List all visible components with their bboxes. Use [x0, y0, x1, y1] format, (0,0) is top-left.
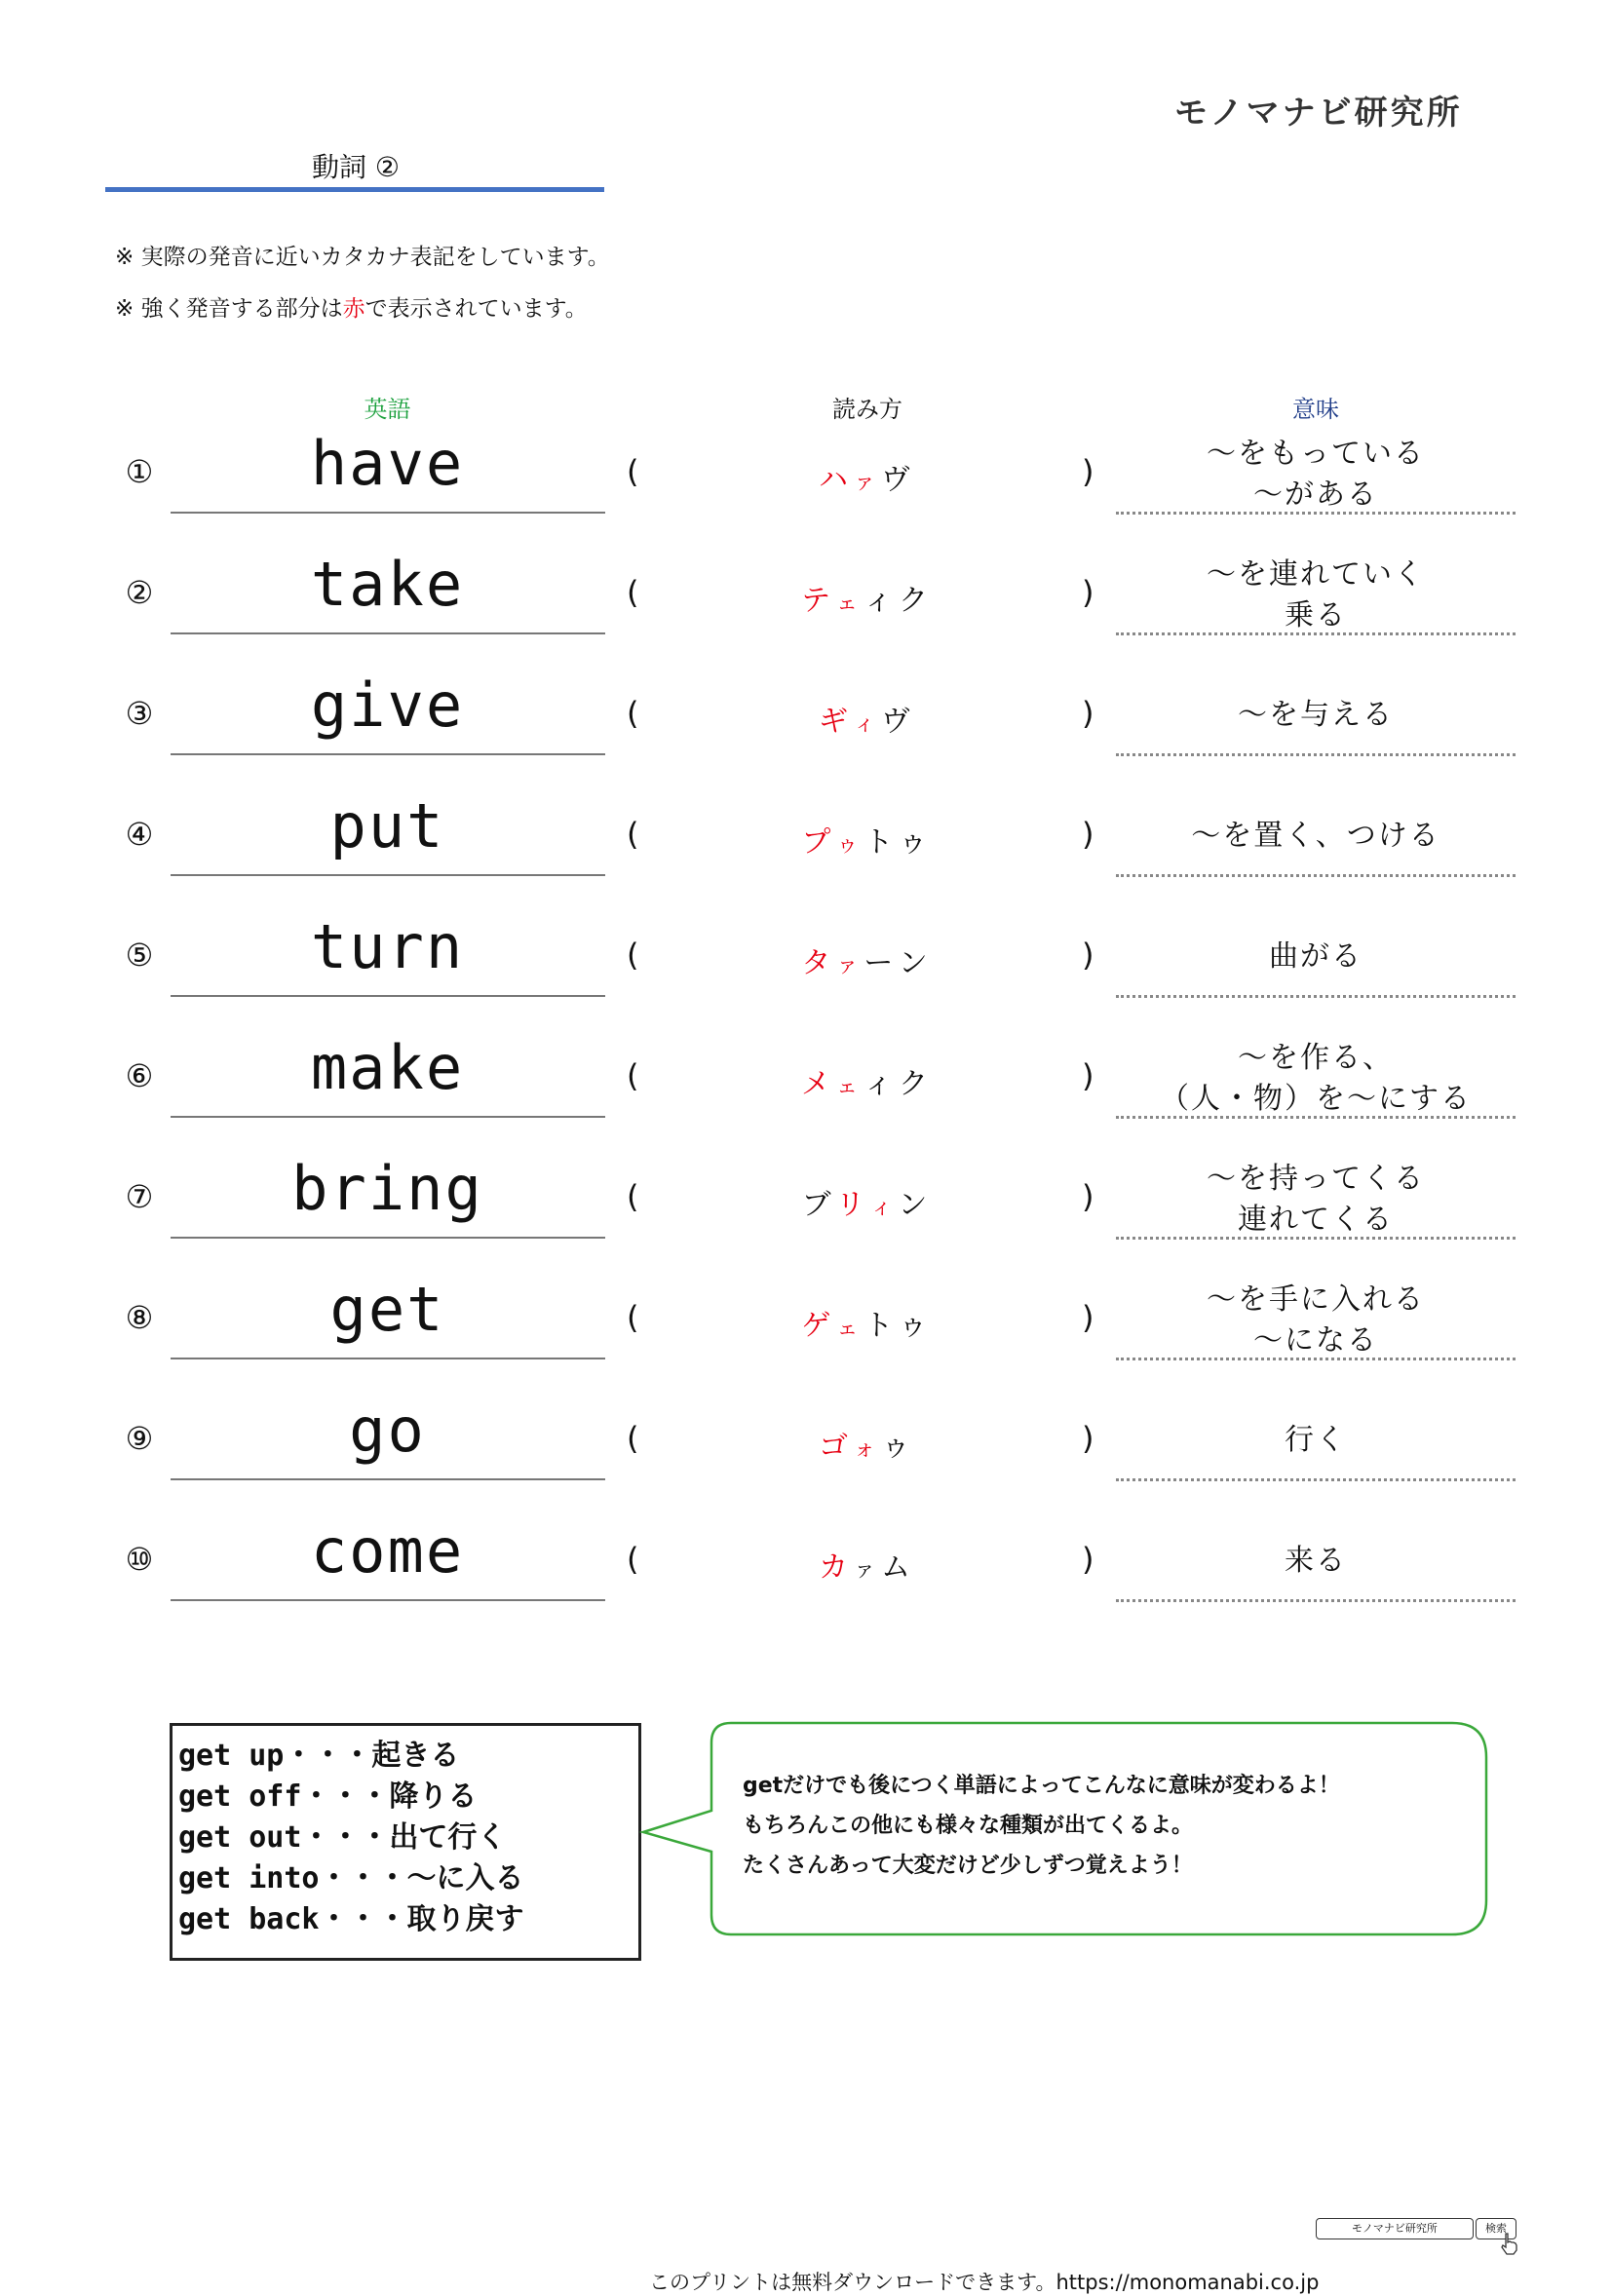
row-number: ⑥: [125, 1057, 154, 1094]
reading-small: ァ: [853, 1558, 881, 1583]
reading-stressed: タ: [801, 946, 837, 980]
reading-rest: ヴ: [881, 463, 916, 497]
katakana-reading: [672, 818, 1062, 861]
paren-close: ): [1082, 1178, 1094, 1215]
vocab-row: [0, 911, 1612, 1038]
footer-text: このプリントは無料ダウンロードできます。https://monomanabi.co.jp: [649, 2271, 1320, 2294]
katakana-reading: [672, 1059, 1062, 1102]
note-stress-pre: ※ 強く発音する部分は: [115, 296, 343, 322]
meaning: [1116, 937, 1516, 977]
phrase-item: get back・・・取り戻す: [178, 1902, 524, 1936]
paren-open: (: [627, 453, 639, 490]
meaning-dotted-line: [1116, 995, 1516, 998]
word-underline: [171, 874, 605, 876]
row-number: ①: [125, 453, 154, 490]
vocab-row: [0, 1032, 1612, 1159]
meaning-line-2: 乗る: [1285, 598, 1347, 632]
paren-close: ): [1082, 1541, 1094, 1578]
reading-stressed-small: ァ: [853, 471, 881, 495]
english-word: get: [329, 1274, 445, 1345]
row-number: ⑧: [125, 1299, 154, 1336]
paren-open: (: [627, 937, 639, 974]
meaning-line-1: ～を手に入れる: [1207, 1282, 1425, 1317]
meaning-dotted-line: [1116, 1358, 1516, 1360]
katakana-reading: [672, 1301, 1062, 1344]
english-word: have: [310, 428, 465, 499]
paren-open: (: [627, 1541, 639, 1578]
reading-stressed: ハ: [818, 463, 854, 497]
reading-stressed: プ: [801, 825, 837, 860]
katakana-reading: [672, 1422, 1062, 1465]
reading-rest: ム: [881, 1550, 916, 1585]
header-meaning: 意味: [1292, 396, 1339, 423]
note-stress-red: 赤: [342, 296, 365, 322]
english-word: come: [310, 1515, 465, 1587]
meaning: [1116, 434, 1516, 516]
katakana-reading: [672, 455, 1062, 498]
word-underline: [171, 1599, 605, 1601]
katakana-reading: [672, 1543, 1062, 1586]
meaning-line-1: 来る: [1285, 1544, 1347, 1578]
reading-rest: ヴ: [881, 705, 916, 739]
row-number: ⑤: [125, 937, 154, 974]
row-number: ⑦: [125, 1178, 154, 1215]
header-reading: 読み方: [832, 396, 902, 423]
meaning-line-1: 曲がる: [1269, 939, 1363, 974]
reading-stressed-small: ェ: [835, 592, 864, 616]
phrase-item: get off・・・降りる: [178, 1779, 478, 1814]
paren-open: (: [627, 816, 639, 853]
paren-close: ): [1082, 1057, 1094, 1094]
meaning-line-1: ～を与える: [1238, 698, 1394, 732]
katakana-reading: [672, 576, 1062, 619]
word-underline: [171, 1116, 605, 1118]
search-button: 検索: [1476, 2218, 1516, 2239]
reading-rest: トゥ: [864, 825, 934, 860]
vocab-row: [0, 1153, 1612, 1280]
reading-rest: ィク: [864, 1067, 934, 1101]
katakana-reading: [672, 938, 1062, 981]
row-number: ③: [125, 695, 154, 732]
title-underline: [105, 187, 604, 192]
bubble-line: たくさんあって大変だけど少しずつ覚えよう！: [743, 1854, 1193, 1878]
page-title: 動詞 ②: [311, 151, 400, 183]
english-word: take: [310, 549, 465, 620]
reading-stressed: メ: [800, 1067, 836, 1101]
meaning: [1116, 1541, 1516, 1582]
reading-rest: トゥ: [864, 1309, 934, 1343]
row-number: ⑨: [125, 1420, 154, 1457]
reading-rest: ィク: [864, 584, 934, 618]
english-word: put: [329, 790, 445, 861]
meaning-dotted-line: [1116, 1599, 1516, 1602]
meaning: [1116, 816, 1516, 857]
note-katakana: ※ 実際の発音に近いカタカナ表記をしています。: [115, 245, 610, 270]
vocab-row: [0, 549, 1612, 675]
bubble-line: もちろんこの他にも様々な種類が出てくるよ。: [743, 1814, 1194, 1838]
paren-close: ): [1082, 574, 1094, 611]
paren-close: ): [1082, 1420, 1094, 1457]
reading-stressed-small: ェ: [835, 1075, 864, 1099]
paren-open: (: [627, 1299, 639, 1336]
meaning-dotted-line: [1116, 632, 1516, 635]
reading-stressed-small: ィ: [853, 712, 881, 737]
phrase-box: [170, 1723, 641, 1961]
note-stress-post: で表示されています。: [365, 296, 588, 322]
paren-close: ): [1082, 1299, 1094, 1336]
word-underline: [171, 995, 605, 997]
reading-stressed-small: ェ: [836, 1317, 864, 1341]
meaning-line-2: ～になる: [1253, 1323, 1378, 1358]
word-underline: [171, 632, 605, 634]
reading-stressed: ゴ: [818, 1430, 854, 1464]
meaning: [1116, 1038, 1516, 1120]
english-word: give: [310, 670, 465, 741]
paren-open: (: [627, 1178, 639, 1215]
reading-stressed: テ: [800, 584, 836, 618]
paren-close: ): [1082, 937, 1094, 974]
meaning: [1116, 695, 1516, 736]
word-underline: [171, 1237, 605, 1239]
vocab-row: [0, 1515, 1612, 1642]
row-number: ②: [125, 574, 154, 611]
paren-close: ): [1082, 453, 1094, 490]
reading-prefix: ブ: [801, 1188, 836, 1222]
katakana-reading: [672, 1180, 1062, 1223]
meaning-line-1: ～を持ってくる: [1207, 1162, 1425, 1196]
reading-stressed: ギ: [818, 705, 854, 739]
word-underline: [171, 512, 605, 514]
reading-rest: ーン: [864, 946, 934, 980]
vocab-row: [0, 1274, 1612, 1400]
reading-stressed: ゲ: [801, 1309, 837, 1343]
meaning-line-2: ～がある: [1253, 478, 1378, 512]
vocab-row: [0, 1395, 1612, 1521]
speech-bubble-text: [743, 1766, 1483, 1886]
english-word: bring: [291, 1153, 483, 1224]
paren-close: ): [1082, 816, 1094, 853]
meaning-line-1: ～を置く、つける: [1191, 819, 1440, 853]
phrase-item: get into・・・～に入る: [178, 1861, 524, 1895]
meaning-line-2: 連れてくる: [1238, 1203, 1394, 1237]
meaning-dotted-line: [1116, 874, 1516, 877]
meaning-dotted-line: [1116, 1237, 1516, 1240]
paren-open: (: [627, 1057, 639, 1094]
reading-stressed-small: ィ: [870, 1196, 899, 1220]
meaning-line-2: （人・物）を～にする: [1160, 1082, 1472, 1116]
meaning-dotted-line: [1116, 1478, 1516, 1481]
english-word: turn: [310, 911, 465, 982]
meaning-dotted-line: [1116, 1116, 1516, 1119]
note-stress: [115, 290, 588, 323]
reading-stressed: カ: [818, 1550, 854, 1585]
meaning: [1116, 1280, 1516, 1361]
reading-stressed-small: ァ: [836, 954, 864, 978]
meaning: [1116, 555, 1516, 636]
vocab-row: [0, 428, 1612, 555]
meaning: [1116, 1159, 1516, 1241]
english-word: make: [310, 1032, 465, 1103]
vocab-row: [0, 670, 1612, 796]
bubble-line: getだけでも後につく単語によってこんなに意味が変わるよ！: [743, 1774, 1340, 1798]
row-number: ⑩: [125, 1541, 154, 1578]
reading-rest: ン: [898, 1188, 934, 1222]
word-underline: [171, 753, 605, 755]
paren-open: (: [627, 1420, 639, 1457]
row-number: ④: [125, 816, 154, 853]
meaning-line-1: ～を連れていく: [1207, 557, 1425, 592]
reading-stressed: リ: [835, 1188, 871, 1222]
meaning-dotted-line: [1116, 512, 1516, 515]
meaning-line-1: ～をもっている: [1207, 437, 1425, 471]
reading-stressed-small: ゥ: [836, 833, 864, 858]
meaning-dotted-line: [1116, 753, 1516, 756]
katakana-reading: [672, 697, 1062, 740]
meaning-line-1: 行く: [1285, 1423, 1347, 1457]
meaning-line-1: ～を作る、: [1238, 1041, 1394, 1075]
paren-open: (: [627, 695, 639, 732]
reading-stressed-small: ォ: [853, 1437, 881, 1462]
phrase-item: get up・・・起きる: [178, 1739, 460, 1773]
hand-cursor-icon: [1499, 2232, 1520, 2255]
search-box: モノマナビ研究所: [1316, 2218, 1474, 2239]
meaning: [1116, 1420, 1516, 1461]
brand-logo: モノマナビ研究所: [1174, 94, 1463, 133]
english-word: go: [349, 1395, 426, 1466]
word-underline: [171, 1478, 605, 1480]
word-underline: [171, 1358, 605, 1359]
vocab-row: [0, 790, 1612, 917]
phrase-item: get out・・・出て行く: [178, 1820, 507, 1855]
reading-rest: ゥ: [881, 1430, 916, 1464]
header-english: 英語: [364, 396, 411, 423]
paren-open: (: [627, 574, 639, 611]
paren-close: ): [1082, 695, 1094, 732]
